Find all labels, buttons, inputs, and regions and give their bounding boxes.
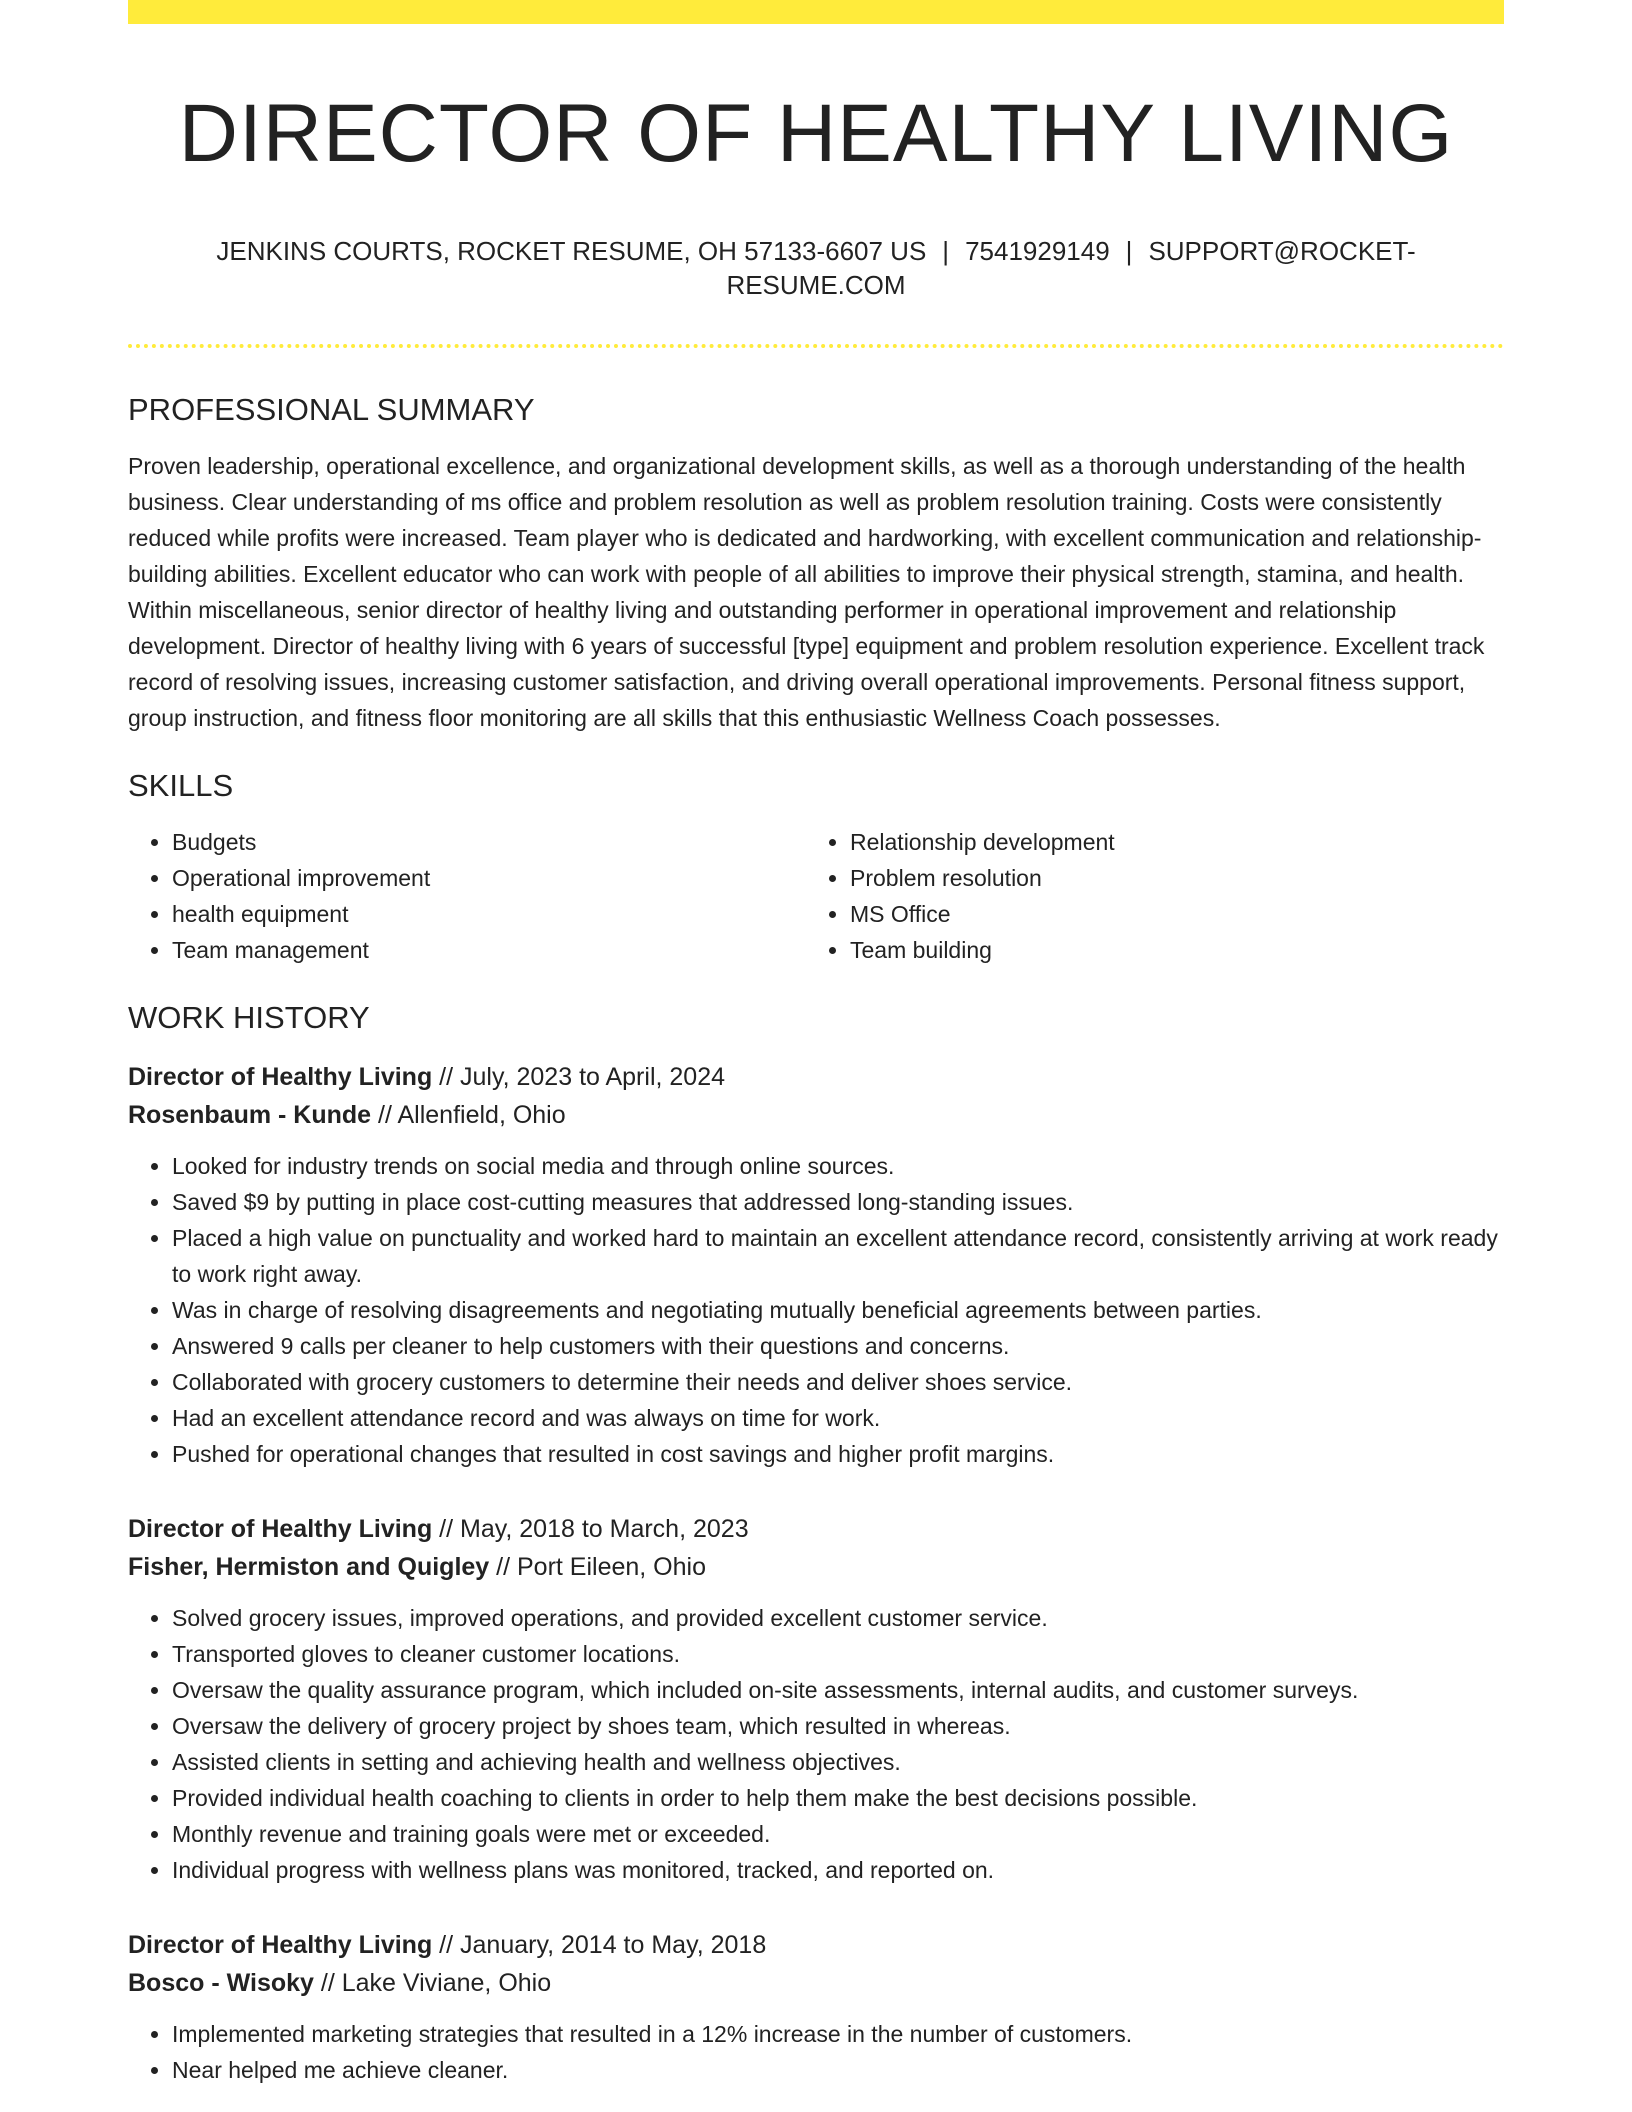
job-company-line	[128, 1964, 1504, 2002]
job-bullet: • Transported gloves to cleaner customer locations.	[172, 1636, 1504, 1672]
job-dates: // May, 2018 to March, 2023	[439, 1515, 749, 1543]
job-entry	[128, 1058, 1504, 1472]
job-bullet: • Pushed for operational changes that resulted in cost savings and higher profit margins.	[172, 1436, 1504, 1472]
job-company-line	[128, 1096, 1504, 1134]
job-bullet: • Monthly revenue and training goals were met or exceeded.	[172, 1816, 1504, 1852]
job-bullet: • Assisted clients in setting and achieving health and wellness objectives.	[172, 1744, 1504, 1780]
skill-item: • health equipment	[172, 896, 806, 932]
job-location: // Lake Viviane, Ohio	[320, 1969, 552, 1997]
job-location: // Port Eileen, Ohio	[496, 1553, 706, 1581]
job-bullet: • Near helped me achieve cleaner.	[172, 2052, 1504, 2088]
job-entry	[128, 1926, 1504, 2088]
job-bullet: • Was in charge of resolving disagreements and negotiating mutually beneficial agreements between parties.	[172, 1292, 1504, 1328]
job-bullet: • Implemented marketing strategies that resulted in a 12% increase in the number of customers.	[172, 2016, 1504, 2052]
skills-list	[128, 824, 1504, 968]
accent-top-bar	[128, 0, 1504, 24]
summary-text: Proven leadership, operational excellence, and organizational development skills, as well as a thorough understanding of the health business. Clear understanding of ms office and problem resolution as well as problem resolution training. Costs were consistently reduced while profits were increased. Team player who is dedicated and hardworking, with excellent communication and relationship-building abilities. Excellent educator who can work with people of all abilities to improve their physical strength, stamina, and health. Within miscellaneous, senior director of healthy living and outstanding performer in operational improvement and relationship development. Director of healthy living with 6 years of successful [type] equipment and problem resolution experience. Excellent track record of resolving issues, increasing customer satisfaction, and driving overall operational improvements. Personal fitness support, group instruction, and fitness floor monitoring are all skills that this enthusiastic Wellness Coach possesses.	[128, 453, 1485, 731]
skills-column-right	[806, 824, 1484, 968]
contact-separator: |	[942, 236, 950, 266]
contact-line	[128, 234, 1504, 302]
job-bullet: • Collaborated with grocery customers to determine their needs and deliver shoes service.	[172, 1364, 1504, 1400]
job-bullet: • Oversaw the delivery of grocery project by shoes team, which resulted in whereas.	[172, 1708, 1504, 1744]
dotted-divider	[128, 344, 1504, 348]
job-bullet: • Had an excellent attendance record and was always on time for work.	[172, 1400, 1504, 1436]
skill-item: • Budgets	[172, 824, 806, 860]
skills-column-left	[128, 824, 806, 968]
resume-page	[128, 0, 1504, 2088]
skill-item: • MS Office	[850, 896, 1484, 932]
contact-address: JENKINS COURTS, ROCKET RESUME, OH 57133-6607 US	[216, 236, 927, 266]
job-bullet: • Saved $9 by putting in place cost-cutting measures that addressed long-standing issues.	[172, 1184, 1504, 1220]
job-bullets	[128, 1148, 1504, 1472]
skills-heading: SKILLS	[128, 768, 234, 803]
job-role: Director of Healthy Living	[128, 1515, 433, 1543]
job-company: Bosco - Wisoky	[128, 1969, 314, 1997]
work-history-heading: WORK HISTORY	[128, 1000, 370, 1035]
contact-phone: 7541929149	[965, 236, 1110, 266]
job-entry	[128, 1510, 1504, 1888]
contact-separator: |	[1125, 236, 1133, 266]
job-bullet: • Provided individual health coaching to clients in order to help them make the best decisions possible.	[172, 1780, 1504, 1816]
job-dates: // January, 2014 to May, 2018	[439, 1931, 767, 1959]
skill-item: • Relationship development	[850, 824, 1484, 860]
contact-email: SUPPORT@ROCKET-RESUME.COM	[726, 236, 1416, 300]
job-company: Rosenbaum - Kunde	[128, 1101, 372, 1129]
resume-title: DIRECTOR OF HEALTHY LIVING	[178, 88, 1454, 179]
skill-item: • Problem resolution	[850, 860, 1484, 896]
skill-item: • Team management	[172, 932, 806, 968]
job-role-line	[128, 1510, 1504, 1548]
job-location: // Allenfield, Ohio	[378, 1101, 566, 1129]
job-company-line	[128, 1548, 1504, 1586]
job-role: Director of Healthy Living	[128, 1063, 433, 1091]
job-bullet: • Solved grocery issues, improved operations, and provided excellent customer service.	[172, 1600, 1504, 1636]
job-company: Fisher, Hermiston and Quigley	[128, 1553, 490, 1581]
job-bullets	[128, 1600, 1504, 1888]
job-bullet: • Oversaw the quality assurance program, which included on-site assessments, internal audits, and customer surveys.	[172, 1672, 1504, 1708]
skill-item: • Team building	[850, 932, 1484, 968]
skill-item: • Operational improvement	[172, 860, 806, 896]
job-bullet: • Placed a high value on punctuality and worked hard to maintain an excellent attendance record, consistently arriving at work ready to work right away.	[172, 1220, 1504, 1292]
job-dates: // July, 2023 to April, 2024	[439, 1063, 725, 1091]
job-role-line	[128, 1926, 1504, 1964]
job-bullets	[128, 2016, 1504, 2088]
job-bullet: • Answered 9 calls per cleaner to help customers with their questions and concerns.	[172, 1328, 1504, 1364]
job-role: Director of Healthy Living	[128, 1931, 433, 1959]
job-role-line	[128, 1058, 1504, 1096]
job-bullet: • Individual progress with wellness plans was monitored, tracked, and reported on.	[172, 1852, 1504, 1888]
job-bullet: • Looked for industry trends on social media and through online sources.	[172, 1148, 1504, 1184]
summary-heading: PROFESSIONAL SUMMARY	[128, 392, 535, 427]
